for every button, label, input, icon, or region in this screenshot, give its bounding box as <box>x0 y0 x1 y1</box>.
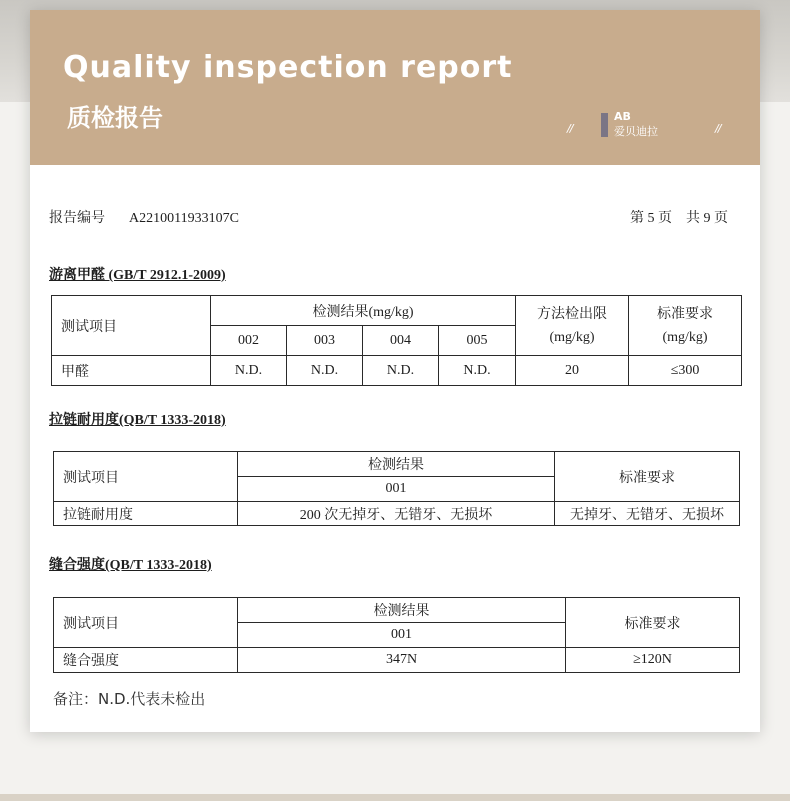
header-detection-limit <box>516 296 629 356</box>
zipper-durability-table <box>53 451 740 526</box>
header-test-item: 测试项目 <box>54 598 238 648</box>
brand-logo-bar <box>601 113 608 137</box>
standard-line1: 标准要求 <box>657 306 714 322</box>
result-value: N.D. <box>363 356 439 386</box>
brand-ab: AB <box>614 110 631 123</box>
header-standard: 标准要求 <box>566 598 740 648</box>
row-item-zipper-durability: 拉链耐用度 <box>54 502 238 526</box>
result-value: N.D. <box>211 356 287 386</box>
standard-value: 无掉牙、无错牙、无损坏 <box>555 502 740 526</box>
formaldehyde-table <box>51 295 742 386</box>
report-number <box>49 207 239 227</box>
header-test-item: 测试项目 <box>54 452 238 502</box>
report-number-value: A2210011933107C <box>129 211 239 226</box>
brand-name: 爱贝迪拉 <box>614 125 658 138</box>
standard-value: ≤300 <box>629 356 742 386</box>
detection-limit-line2: (mg/kg) <box>549 329 595 345</box>
slash-mark-right: // <box>715 122 721 135</box>
seam-strength-table <box>53 597 740 673</box>
page-info: 第 5 页 共 9 页 <box>630 211 728 226</box>
report-header <box>30 10 760 165</box>
footnote: 备注：N.D.代表未检出 <box>53 690 206 708</box>
standard-value: ≥120N <box>566 648 740 673</box>
result-value: N.D. <box>439 356 516 386</box>
header-test-result: 检测结果 <box>238 598 566 623</box>
section-title-formaldehyde: 游离甲醛 (GB/T 2912.1-2009) <box>49 268 226 283</box>
row-item-formaldehyde: 甲醛 <box>52 356 211 386</box>
sample-id: 003 <box>287 326 363 356</box>
header-test-item: 测试项目 <box>52 296 211 356</box>
sample-id: 004 <box>363 326 439 356</box>
header-test-result: 检测结果 <box>238 452 555 477</box>
sample-id: 002 <box>211 326 287 356</box>
result-value: 347N <box>238 648 566 673</box>
title-chinese: 质检报告 <box>67 104 163 132</box>
slash-mark-left: // <box>567 122 573 135</box>
sample-id: 005 <box>439 326 516 356</box>
header-test-result: 检测结果(mg/kg) <box>211 296 516 326</box>
sample-id: 001 <box>238 477 555 502</box>
header-standard: 标准要求 <box>555 452 740 502</box>
section-title-zipper-durability: 拉链耐用度(QB/T 1333-2018) <box>49 413 226 428</box>
header-standard <box>629 296 742 356</box>
row-item-seam-strength: 缝合强度 <box>54 648 238 673</box>
detection-limit-value: 20 <box>516 356 629 386</box>
title-english: Quality inspection report <box>63 50 513 85</box>
standard-line2: (mg/kg) <box>662 329 708 345</box>
report-number-label: 报告编号 <box>49 211 105 226</box>
result-value: N.D. <box>287 356 363 386</box>
detection-limit-line1: 方法检出限 <box>537 306 608 322</box>
section-title-seam-strength: 缝合强度(QB/T 1333-2018) <box>49 558 212 573</box>
report-sheet <box>30 10 760 732</box>
sample-id: 001 <box>238 623 566 648</box>
bottom-strip <box>0 794 790 801</box>
result-value: 200 次无掉牙、无错牙、无损坏 <box>238 502 555 526</box>
